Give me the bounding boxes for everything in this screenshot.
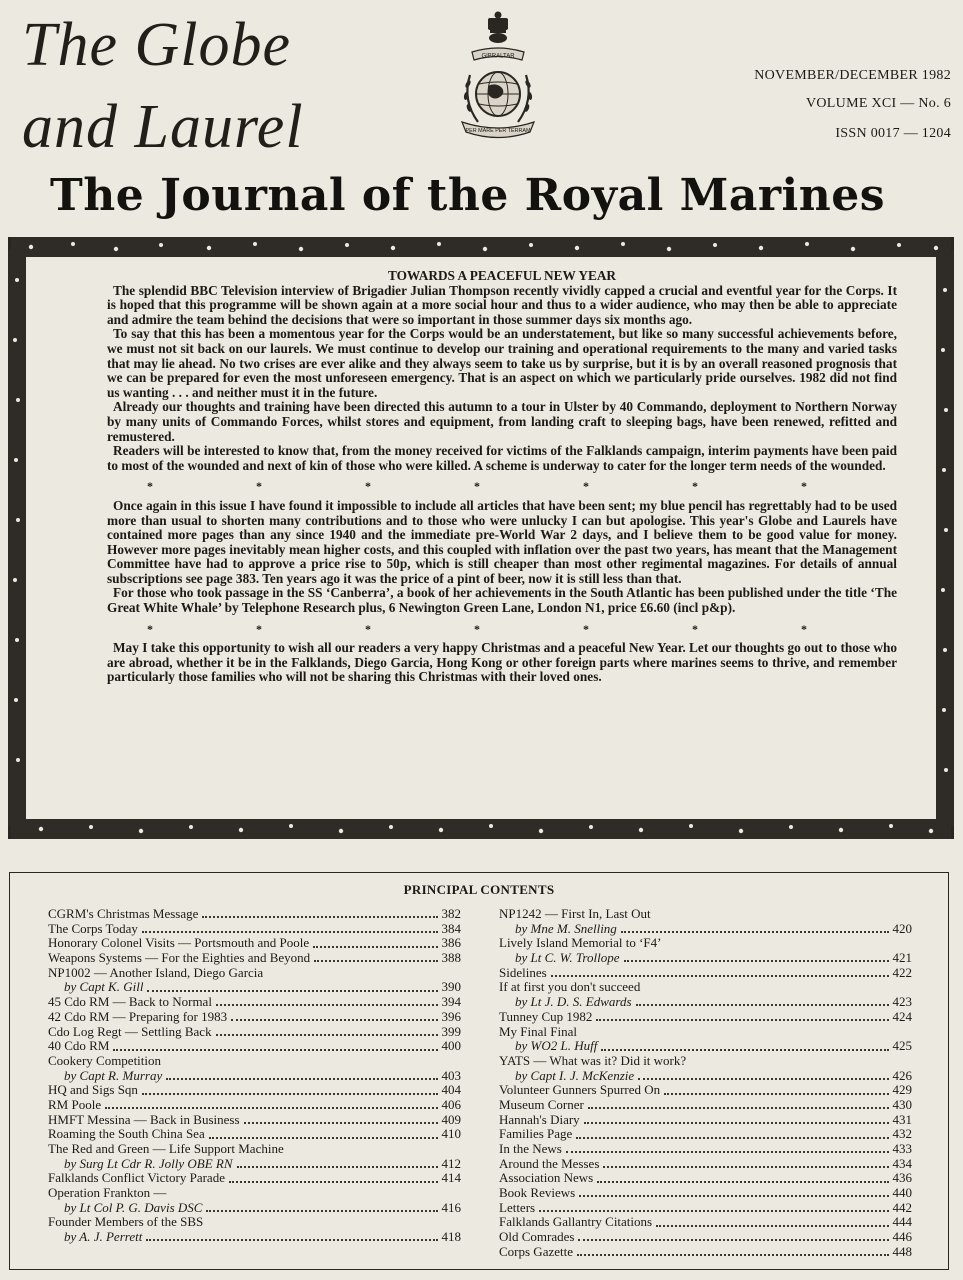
- contents-entry-page: 429: [892, 1082, 912, 1098]
- contents-entry: [48, 1186, 461, 1201]
- contents-entry: [499, 922, 912, 937]
- contents-entry: [48, 1098, 461, 1113]
- dot-leader: [603, 1166, 888, 1168]
- contents-entry: [499, 1098, 912, 1113]
- editorial-paragraph: Once again in this issue I have found it impossible to include all articles that have been sent; my blue pencil has regrettably had to be used more than usual to shorten many contributions and to those who were unlucky I can but apologise. This year's Globe and Laurels have contained more pages than any since 1940 and the immediate pre-World War 2 days, and I believe them to be good value for money. However more pages inevitably mean higher costs, and this coupled with inflation over the past two years, has meant that the Management Committee have had to approve a price rise to 50p, which is still cheaper than most other regimental magazines. For details of annual subscriptions see page 383. Ten years ago it was the price of a pint of beer, now it is still less than that.: [107, 497, 897, 586]
- contents-entry-title: 45 Cdo RM — Back to Normal: [48, 994, 212, 1010]
- dot-leader: [216, 1034, 438, 1036]
- contents-entry-author: by Surg Lt Cdr R. Jolly OBE RN: [64, 1155, 233, 1171]
- dot-leader: [105, 1107, 437, 1109]
- contents-entry: [499, 995, 912, 1010]
- contents-entry-title: Falklands Gallantry Citations: [499, 1214, 653, 1230]
- contents-entry: [48, 936, 461, 951]
- holly-border-right-icon: [936, 250, 954, 826]
- contents-entry-title: Museum Corner: [499, 1096, 584, 1112]
- contents-entry-page: 384: [441, 920, 461, 936]
- contents-entry: [499, 1127, 912, 1142]
- contents-entry: [48, 1039, 461, 1054]
- crest-banner-text: GIBRALTAR: [481, 53, 515, 60]
- contents-entry-page: 442: [892, 1199, 912, 1215]
- contents-entry-author: by A. J. Perrett: [64, 1229, 143, 1245]
- contents-entry-page: 444: [892, 1214, 912, 1230]
- contents-entry-title: If at first you don't succeed: [499, 979, 641, 995]
- contents-entry-page: 400: [441, 1038, 461, 1054]
- dot-leader: [576, 1137, 888, 1139]
- contents-entry: [48, 1230, 461, 1245]
- contents-entry: [48, 1010, 461, 1025]
- contents-entry-title: Falklands Conflict Victory Parade: [48, 1170, 225, 1186]
- contents-entry: [499, 907, 912, 922]
- dot-leader: [584, 1122, 889, 1124]
- contents-entry-title: Hannah's Diary: [499, 1111, 580, 1127]
- contents-entry-page: 448: [892, 1243, 912, 1259]
- contents-entry-title: Cookery Competition: [48, 1052, 162, 1068]
- contents-entry: [499, 980, 912, 995]
- contents-entry-page: 382: [441, 906, 461, 921]
- principal-contents: [9, 872, 949, 1270]
- dot-leader: [638, 1078, 888, 1080]
- dot-leader: [206, 1210, 437, 1212]
- contents-entry-title: Cdo Log Regt — Settling Back: [48, 1023, 212, 1039]
- contents-entry-title: Around the Messes: [499, 1155, 600, 1171]
- dot-leader: [577, 1254, 888, 1256]
- dot-leader: [597, 1181, 888, 1183]
- contents-entry: [499, 1069, 912, 1084]
- contents-entry-page: 418: [441, 1229, 461, 1245]
- contents-entry: [48, 1215, 461, 1230]
- contents-entry-page: 399: [441, 1023, 461, 1039]
- section-separator: * * * * * * *: [147, 479, 857, 494]
- contents-entry: [499, 1054, 912, 1069]
- contents-entry-page: 425: [892, 1038, 912, 1054]
- dot-leader: [601, 1049, 888, 1051]
- dot-leader: [237, 1166, 438, 1168]
- contents-entry: [499, 966, 912, 981]
- contents-entry: [48, 1157, 461, 1172]
- contents-entry: [48, 1069, 461, 1084]
- contents-entry: [48, 1025, 461, 1040]
- contents-entry-title: The Red and Green — Life Support Machine: [48, 1141, 284, 1156]
- editorial-box: [8, 237, 954, 839]
- dot-leader: [313, 946, 437, 948]
- dot-leader: [209, 1137, 438, 1139]
- dot-leader: [166, 1078, 437, 1080]
- contents-entry-page: 426: [892, 1067, 912, 1083]
- dot-leader: [588, 1107, 889, 1109]
- contents-entry-title: Founder Members of the SBS: [48, 1214, 204, 1230]
- contents-entry-page: 431: [892, 1111, 912, 1127]
- dot-leader: [229, 1181, 438, 1183]
- dot-leader: [216, 1004, 438, 1006]
- contents-entry: [499, 1039, 912, 1054]
- contents-entry-page: 394: [441, 994, 461, 1010]
- editorial-paragraph: Readers will be interested to know that, from the money received for victims of the Falklands campaign, interim payments have been paid to most of the wounded and next of kin of those who were killed. A scheme is underway to cater for the longer term needs of the wounded.: [107, 443, 897, 473]
- contents-entry-title: NP1002 — Another Island, Diego Garcia: [48, 964, 264, 980]
- royal-marines-crest-icon: [448, 10, 548, 150]
- dot-leader: [596, 1019, 888, 1021]
- contents-entry-page: 406: [441, 1096, 461, 1112]
- contents-entry-title: Roaming the South China Sea: [48, 1126, 205, 1142]
- contents-entry-page: 446: [892, 1229, 912, 1245]
- contents-entry: [499, 1010, 912, 1025]
- contents-entry: [499, 1186, 912, 1201]
- dot-leader: [142, 931, 438, 933]
- editorial-paragraph: Already our thoughts and training have been directed this autumn to a tour in Ulster by 40 Commando, deployment to Northern Norway by many units of Commando Forces, whilst stores and equipment, from landing craft to sleeping bags, have been renewed, refitted and remustered.: [107, 399, 897, 444]
- issn: ISSN 0017 — 1204: [835, 126, 951, 141]
- contents-entry-page: 420: [892, 920, 912, 936]
- contents-entry: [48, 1113, 461, 1128]
- contents-entry-page: 424: [892, 1008, 912, 1024]
- contents-entry-title: Honorary Colonel Visits — Portsmouth and Poole: [48, 935, 310, 951]
- contents-entry-page: 414: [441, 1170, 461, 1186]
- contents-entry-author: by Capt I. J. McKenzie: [515, 1067, 635, 1083]
- contents-entry-page: 421: [892, 950, 912, 966]
- contents-entry: [499, 951, 912, 966]
- title-line-1: The Globe: [22, 11, 292, 79]
- title-line-2: and Laurel: [22, 93, 304, 161]
- section-separator: * * * * * * *: [147, 621, 857, 636]
- contents-entry-title: 42 Cdo RM — Preparing for 1983: [48, 1008, 228, 1024]
- contents-entry-title: Operation Frankton —: [48, 1185, 167, 1201]
- contents-entry-title: The Corps Today: [48, 920, 138, 936]
- contents-entry-page: 432: [892, 1126, 912, 1142]
- contents-entry: [499, 936, 912, 951]
- contents-entry-author: by Capt K. Gill: [64, 979, 144, 995]
- contents-entry-author: by Lt Col P. G. Davis DSC: [64, 1199, 203, 1215]
- contents-entry: [48, 922, 461, 937]
- contents-entry: [499, 1245, 912, 1260]
- contents-entry-title: Tunney Cup 1982: [499, 1008, 593, 1024]
- contents-entry: [499, 1157, 912, 1172]
- contents-entry-title: HQ and Sigs Sqn: [48, 1082, 138, 1098]
- contents-entry-page: 436: [892, 1170, 912, 1186]
- contents-entry: [499, 1171, 912, 1186]
- dot-leader: [146, 1239, 437, 1241]
- dot-leader: [147, 990, 437, 992]
- contents-entry-title: Weapons Systems — For the Eighties and Beyond: [48, 950, 311, 966]
- editorial-paragraph: The splendid BBC Television interview of Brigadier Julian Thompson recently vividly capped a crucial and eventful year for the Corps. It is hoped that this programme will be shown again at a more social hour and thus to a wider audience, who may then be able to appreciate and admire the team behind the decisions that were so important in those summer days six months ago.: [107, 282, 897, 327]
- contents-entry: [48, 1127, 461, 1142]
- contents-entry-title: Book Reviews: [499, 1185, 576, 1201]
- contents-entry-title: NP1242 — First In, Last Out: [499, 906, 651, 921]
- dot-leader: [664, 1093, 888, 1095]
- contents-entry-page: 412: [441, 1155, 461, 1171]
- contents-entry-page: 433: [892, 1141, 912, 1156]
- contents-entry-title: YATS — What was it? Did it work?: [499, 1052, 687, 1068]
- editorial-paragraph: For those who took passage in the SS ‘Canberra’, a book of her achievements in the South Atlantic has been published under the title ‘The Great White Whale’ by Telephone Research plus, 6 Newington Green Lane, London N1, price £6.60 (incl p&p).: [107, 585, 897, 616]
- dot-leader: [231, 1019, 437, 1021]
- dot-leader: [551, 975, 889, 977]
- contents-entry-page: 410: [441, 1126, 461, 1142]
- contents-entry: [499, 1113, 912, 1128]
- dot-leader: [621, 931, 889, 933]
- contents-entry: [48, 1171, 461, 1186]
- contents-entry: [48, 995, 461, 1010]
- contents-entry-page: 423: [892, 994, 912, 1010]
- volume-number: VOLUME XCI — No. 6: [805, 96, 951, 111]
- contents-entry-author: by WO2 L. Huff: [515, 1038, 598, 1054]
- contents-entry: [499, 1142, 912, 1157]
- contents-entry-page: 434: [892, 1155, 912, 1171]
- contents-entry: [48, 1083, 461, 1098]
- contents-entry-title: Families Page: [499, 1126, 573, 1142]
- dot-leader: [578, 1239, 888, 1241]
- contents-entry-author: by Lt J. D. S. Edwards: [515, 994, 632, 1010]
- dot-leader: [244, 1122, 438, 1124]
- contents-entry-title: CGRM's Christmas Message: [48, 906, 199, 921]
- contents-entry-author: by Lt C. W. Trollope: [515, 950, 620, 966]
- contents-entry-title: Corps Gazette: [499, 1243, 574, 1259]
- contents-entry: [48, 1054, 461, 1069]
- contents-entry-title: Association News: [499, 1170, 594, 1186]
- contents-entry-title: Sidelines: [499, 964, 547, 980]
- contents-entry-page: 386: [441, 935, 461, 951]
- holly-border-bottom-icon: [11, 819, 951, 839]
- dot-leader: [579, 1195, 888, 1197]
- contents-entry: [48, 907, 461, 922]
- holly-border-left-icon: [8, 250, 26, 826]
- contents-entry-title: HMFT Messina — Back in Business: [48, 1111, 240, 1127]
- contents-entry-title: Lively Island Memorial to ‘F4’: [499, 935, 662, 951]
- contents-entry: [499, 1083, 912, 1098]
- contents-column-right: [499, 907, 912, 1260]
- contents-entry: [48, 1142, 461, 1157]
- contents-entry-title: 40 Cdo RM: [48, 1038, 110, 1054]
- dot-leader: [314, 960, 437, 962]
- holly-border-icon: [11, 237, 951, 257]
- contents-entry-author: by Capt R. Murray: [64, 1067, 163, 1083]
- dot-leader: [566, 1151, 889, 1153]
- contents-entry-title: My Final Final: [499, 1023, 578, 1039]
- dot-leader: [539, 1210, 888, 1212]
- editorial-text: [107, 269, 897, 685]
- contents-entry-page: 422: [892, 964, 912, 980]
- contents-entry: [499, 1201, 912, 1216]
- masthead: [0, 0, 963, 230]
- contents-entry-page: 390: [441, 979, 461, 995]
- contents-entry-page: 388: [441, 950, 461, 966]
- contents-entry: [48, 951, 461, 966]
- dot-leader: [113, 1049, 437, 1051]
- dot-leader: [624, 960, 889, 962]
- contents-heading: PRINCIPAL CONTENTS: [403, 882, 555, 897]
- contents-entry: [48, 966, 461, 981]
- contents-entry: [499, 1230, 912, 1245]
- dot-leader: [142, 1093, 438, 1095]
- contents-entry: [499, 1215, 912, 1230]
- contents-entry-title: RM Poole: [48, 1096, 102, 1112]
- contents-entry-title: In the News: [499, 1141, 562, 1156]
- contents-entry-page: 404: [441, 1082, 461, 1098]
- contents-entry-page: 403: [441, 1067, 461, 1083]
- contents-entry-page: 409: [441, 1111, 461, 1127]
- journal-name: The Journal of the Royal Marines: [50, 170, 886, 221]
- contents-entry: [48, 980, 461, 995]
- contents-entry-author: by Mne M. Snelling: [515, 920, 617, 936]
- crest-motto-text: PER MARE PER TERRAM: [465, 128, 531, 134]
- contents-entry-title: Volunteer Gunners Spurred On: [499, 1082, 661, 1098]
- contents-entry: [499, 1025, 912, 1040]
- editorial-paragraph: May I take this opportunity to wish all our readers a very happy Christmas and a peaceful New Year. Let our thoughts go out to those who are abroad, whether it be in the Falklands, Diego Garcia, Hong Kong or other foreign parts where marines seems to thrive, and remember particularly those families who will not be sharing this Christmas with their loved ones.: [107, 640, 897, 685]
- contents-entry-page: 440: [892, 1185, 912, 1201]
- dot-leader: [202, 916, 437, 918]
- editorial-paragraph: To say that this has been a momentous year for the Corps would be an understatement, but like so many successful achievements before, we must not sit back on our laurels. We must continue to develop our training and operational requirements to the many and varied tasks that may lie ahead. No two crises are ever alike and they always seem to take us by surprise, but it is by an overall reasoned prognosis that we can be prepared for even the most unforeseen emergency. That is an aspect on which we particularly pride ourselves. 1982 did not find us wanting . . . and neither must it in the future.: [107, 326, 897, 400]
- contents-entry-page: 430: [892, 1096, 912, 1112]
- contents-entry-title: Old Comrades: [499, 1229, 575, 1245]
- contents-entry-title: Letters: [499, 1199, 536, 1215]
- contents-column-left: [48, 907, 461, 1245]
- dot-leader: [636, 1004, 889, 1006]
- dot-leader: [656, 1225, 888, 1227]
- contents-entry-page: 416: [441, 1199, 461, 1215]
- editorial-heading: TOWARDS A PEACEFUL NEW YEAR: [387, 268, 617, 283]
- issue-date: NOVEMBER/DECEMBER 1982: [754, 68, 951, 83]
- contents-entry: [48, 1201, 461, 1216]
- contents-entry-page: 396: [441, 1008, 461, 1024]
